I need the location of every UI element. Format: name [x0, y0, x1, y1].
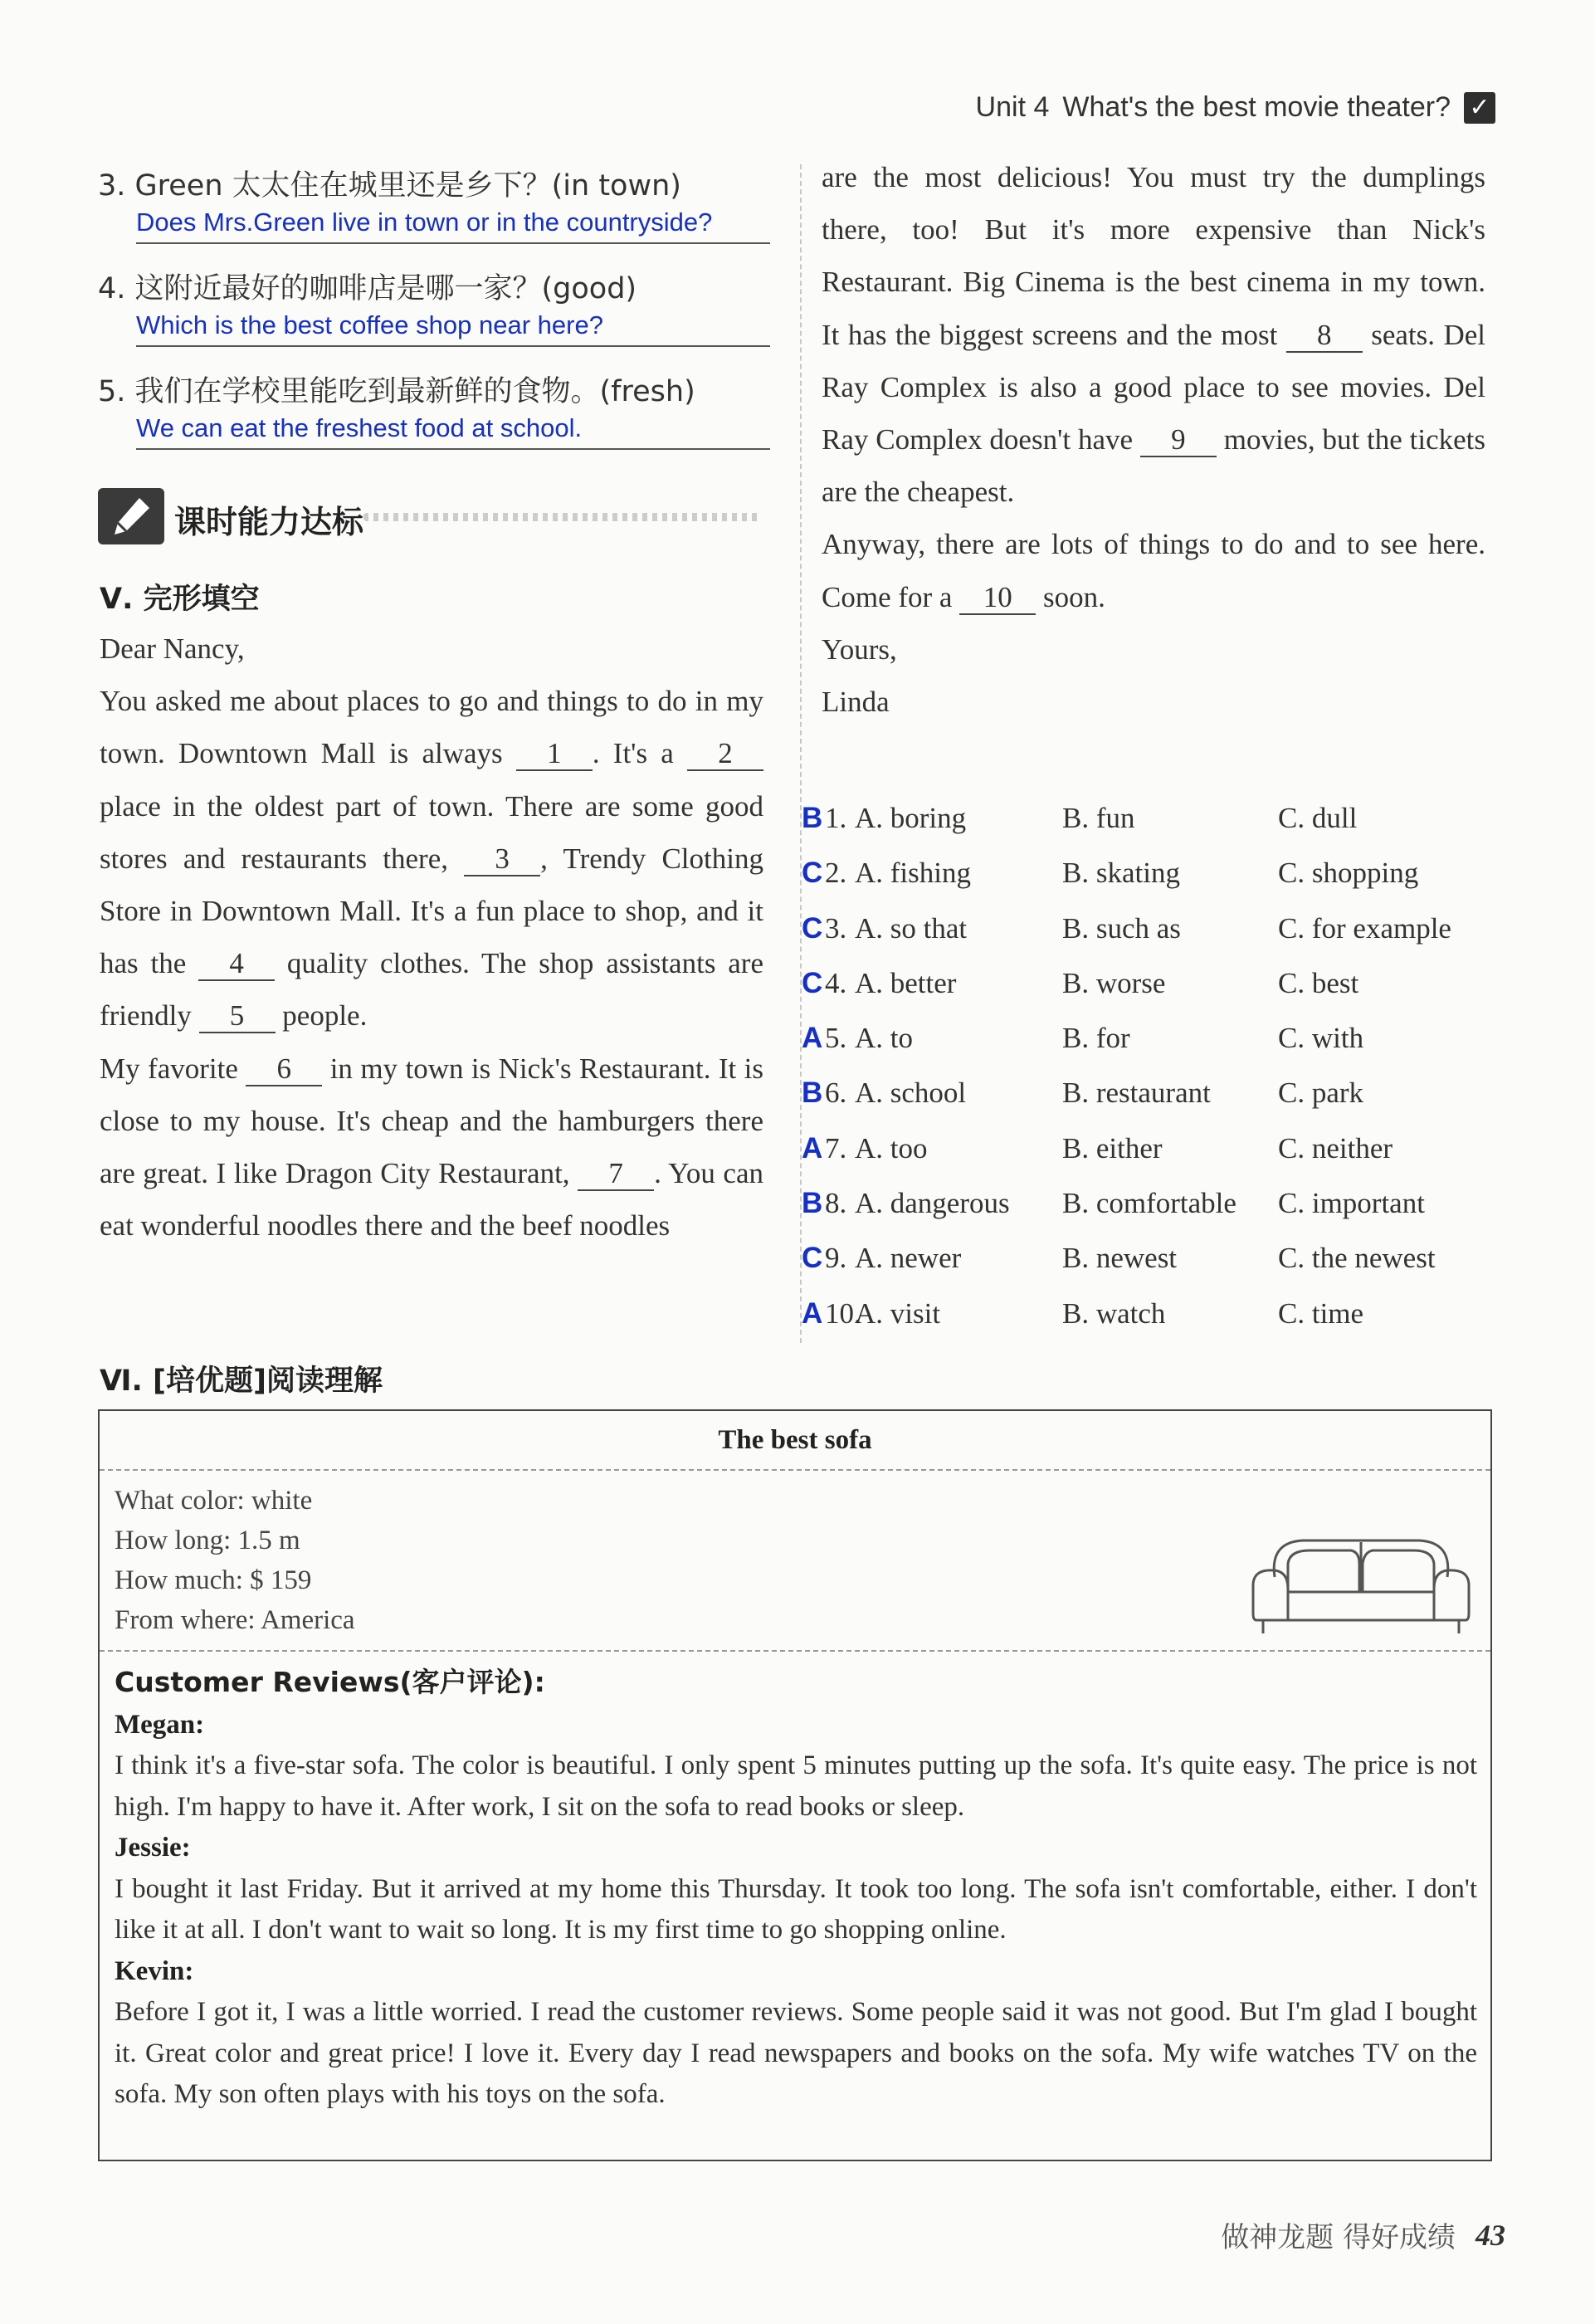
option-c: C. shopping	[1278, 857, 1419, 890]
blank-9: 9	[1140, 424, 1217, 457]
option-number: 8.	[825, 1187, 847, 1220]
footer-slogan: 做神龙题 得好成绩	[1221, 2221, 1456, 2254]
review-text: I think it's a five-star sofa. The color is beautiful. I only spent 5 minutes putting up the sofa. It's quite easy. The price is not high. I'm happy to have it. After work, I sit on the sofa to read books or sleep.	[115, 1750, 1477, 1822]
option-a: A. fishing	[855, 857, 971, 890]
option-row	[802, 1022, 1507, 1077]
sofa-info	[115, 1481, 355, 1640]
option-number: 10.	[825, 1296, 861, 1330]
option-b: B. either	[1062, 1131, 1163, 1164]
reviewer-name: Megan:	[115, 1709, 205, 1740]
reviews-heading: Customer Reviews(客户评论):	[115, 1666, 545, 1698]
blank-6: 6	[246, 1053, 322, 1086]
option-a: A. to	[855, 1022, 913, 1055]
answer-key: A	[802, 1131, 823, 1164]
option-row	[802, 967, 1507, 1022]
cloze-title: Ⅴ. 完形填空	[100, 583, 260, 616]
page-footer	[1221, 2214, 1505, 2255]
cloze-passage-left: Dear Nancy, You asked me about places to go and things to do in my town. Downtown Mall is always 1 . It's a 2 place in the oldest part of town. There are some good stores and restaurants there, 3 , Trendy Clothing Store in Downtown Mall. It's a fun place to shop, and it has the 4 quality clothes. The shop assistants are friendly 5 people. My favorite 6 in my town is Nick's Restaurant. It is close to my house. It's cheap and the hamburgers there are great. I like Dragon City Restaurant, 7 . You can eat wonderful noodles there and the beef noodles	[100, 622, 763, 1252]
check-icon: ✓	[1464, 92, 1495, 124]
option-number: 1.	[825, 802, 847, 834]
blank-2: 2	[687, 738, 763, 771]
closing: Yours,	[822, 632, 897, 666]
answer-key: C	[802, 966, 823, 999]
customer-reviews	[115, 1662, 1477, 2116]
option-row	[802, 857, 1507, 911]
answer-key: C	[802, 1242, 823, 1275]
sofa-icon	[1245, 1527, 1477, 1643]
card-divider	[100, 1650, 1490, 1652]
option-b: B. skating	[1062, 857, 1180, 890]
option-number: 2.	[825, 857, 847, 890]
option-row	[802, 1297, 1507, 1352]
option-b: B. newest	[1062, 1242, 1178, 1275]
option-b: B. comfortable	[1062, 1187, 1236, 1220]
translation-answer-3: Does Mrs.Green live in town or in the countryside?	[136, 208, 770, 244]
option-a: A. school	[855, 1077, 967, 1110]
blank-5: 5	[199, 1000, 276, 1033]
option-c: C. with	[1278, 1022, 1364, 1055]
answer-key: A	[802, 1022, 823, 1055]
option-c: C. dull	[1278, 802, 1358, 834]
option-b: B. for	[1062, 1022, 1130, 1055]
option-c: C. best	[1278, 966, 1359, 999]
option-number: 3.	[825, 911, 847, 945]
option-row	[802, 912, 1507, 967]
option-row	[802, 1077, 1507, 1131]
info-price: How much: $ 159	[115, 1565, 312, 1595]
section-banner	[98, 488, 770, 544]
page-number: 43	[1475, 2218, 1505, 2252]
info-color: What color: white	[115, 1486, 313, 1516]
section-title: 课时能力达标	[174, 504, 364, 540]
cloze-passage-right: are the most delicious! You must try the dumplings there, too! But it's more expensive than Nick's Restaurant. Big Cinema is the best cinema in my town. It has the biggest screens and the most 8 seats. Del Ray Complex is also a good place to see movies. Del Ray Complex doesn't have 9 movies, but the tickets are the cheapest. Anyway, there are lots of things to do and to see here. Come for a 10 soon. Yours, Linda	[822, 151, 1485, 728]
reviewer-name: Jessie:	[115, 1833, 191, 1863]
reading-title: Ⅵ. [培优题]阅读理解	[100, 1365, 383, 1398]
option-c: C. the newest	[1278, 1242, 1436, 1275]
option-a: A. too	[855, 1131, 928, 1164]
unit-label: Unit 4	[975, 91, 1050, 123]
option-b: B. watch	[1062, 1296, 1166, 1330]
translation-answer-5: We can eat the freshest food at school.	[136, 413, 770, 450]
answer-key: C	[802, 911, 823, 945]
option-c: C. neither	[1278, 1131, 1393, 1164]
option-number: 7.	[825, 1131, 847, 1164]
option-a: A. better	[855, 966, 957, 999]
option-a: A. newer	[855, 1242, 962, 1275]
review-text: Before I got it, I was a little worried. I read the customer reviews. Some people said it was not good. But I'm glad I bought it. Great color and great price! I love it. Every day I read newspapers and books on the sofa. My wife watches TV on the sofa. My son often plays with his toys on the sofa.	[115, 1997, 1477, 2109]
option-a: A. visit	[855, 1296, 941, 1330]
info-origin: From where: America	[115, 1605, 355, 1635]
option-number: 4.	[825, 966, 847, 999]
option-number: 5.	[825, 1022, 847, 1055]
option-a: A. boring	[855, 802, 967, 834]
blank-10: 10	[959, 582, 1036, 615]
blank-7: 7	[578, 1158, 654, 1191]
sofa-card	[98, 1409, 1492, 2161]
signature: Linda	[822, 686, 890, 719]
option-c: C. park	[1278, 1077, 1364, 1110]
option-c: C. important	[1278, 1187, 1425, 1220]
blank-8: 8	[1286, 320, 1363, 353]
reviewer-name: Kevin:	[115, 1955, 194, 1986]
pencil-icon	[98, 488, 164, 544]
translation-question-4: 4. 这附近最好的咖啡店是哪一家？(good)	[98, 272, 637, 305]
option-row	[802, 1242, 1507, 1296]
answer-key: B	[802, 1077, 823, 1110]
info-length: How long: 1.5 m	[115, 1526, 300, 1555]
answer-key: C	[802, 857, 823, 890]
page-header	[976, 91, 1495, 124]
option-b: B. fun	[1062, 802, 1135, 834]
option-b: B. restaurant	[1062, 1077, 1211, 1110]
option-c: C. for example	[1278, 911, 1451, 945]
answer-key: B	[802, 1187, 823, 1220]
option-a: A. dangerous	[855, 1187, 1010, 1220]
greeting: Dear Nancy,	[100, 632, 245, 665]
sofa-card-title: The best sofa	[100, 1411, 1490, 1471]
blank-1: 1	[516, 738, 593, 771]
translation-answer-4: Which is the best coffee shop near here?	[136, 310, 770, 347]
section-divider	[363, 513, 762, 521]
option-number: 6.	[825, 1077, 847, 1110]
review-text: I bought it last Friday. But it arrived at my home this Thursday. It took too long. The sofa isn't comfortable, either. I don't like it at all. I don't want to wait so long. It is my first time to go shopping online.	[115, 1873, 1477, 1945]
translation-question-5: 5. 我们在学校里能吃到最新鲜的食物。(fresh)	[98, 375, 695, 408]
answer-key: A	[802, 1296, 823, 1330]
option-b: B. worse	[1062, 966, 1166, 999]
option-a: A. so that	[855, 911, 968, 945]
option-b: B. such as	[1062, 911, 1181, 945]
blank-3: 3	[464, 843, 540, 876]
option-row	[802, 1187, 1507, 1242]
blank-4: 4	[198, 948, 275, 981]
option-c: C. time	[1278, 1296, 1364, 1330]
answer-key: B	[802, 802, 823, 834]
option-row	[802, 802, 1507, 857]
translation-question-3: 3. Green 太太住在城里还是乡下？(in town)	[98, 169, 681, 203]
option-row	[802, 1132, 1507, 1187]
option-number: 9.	[825, 1242, 847, 1275]
cloze-options	[802, 802, 1507, 1352]
unit-title: What's the best movie theater?	[1062, 91, 1451, 123]
